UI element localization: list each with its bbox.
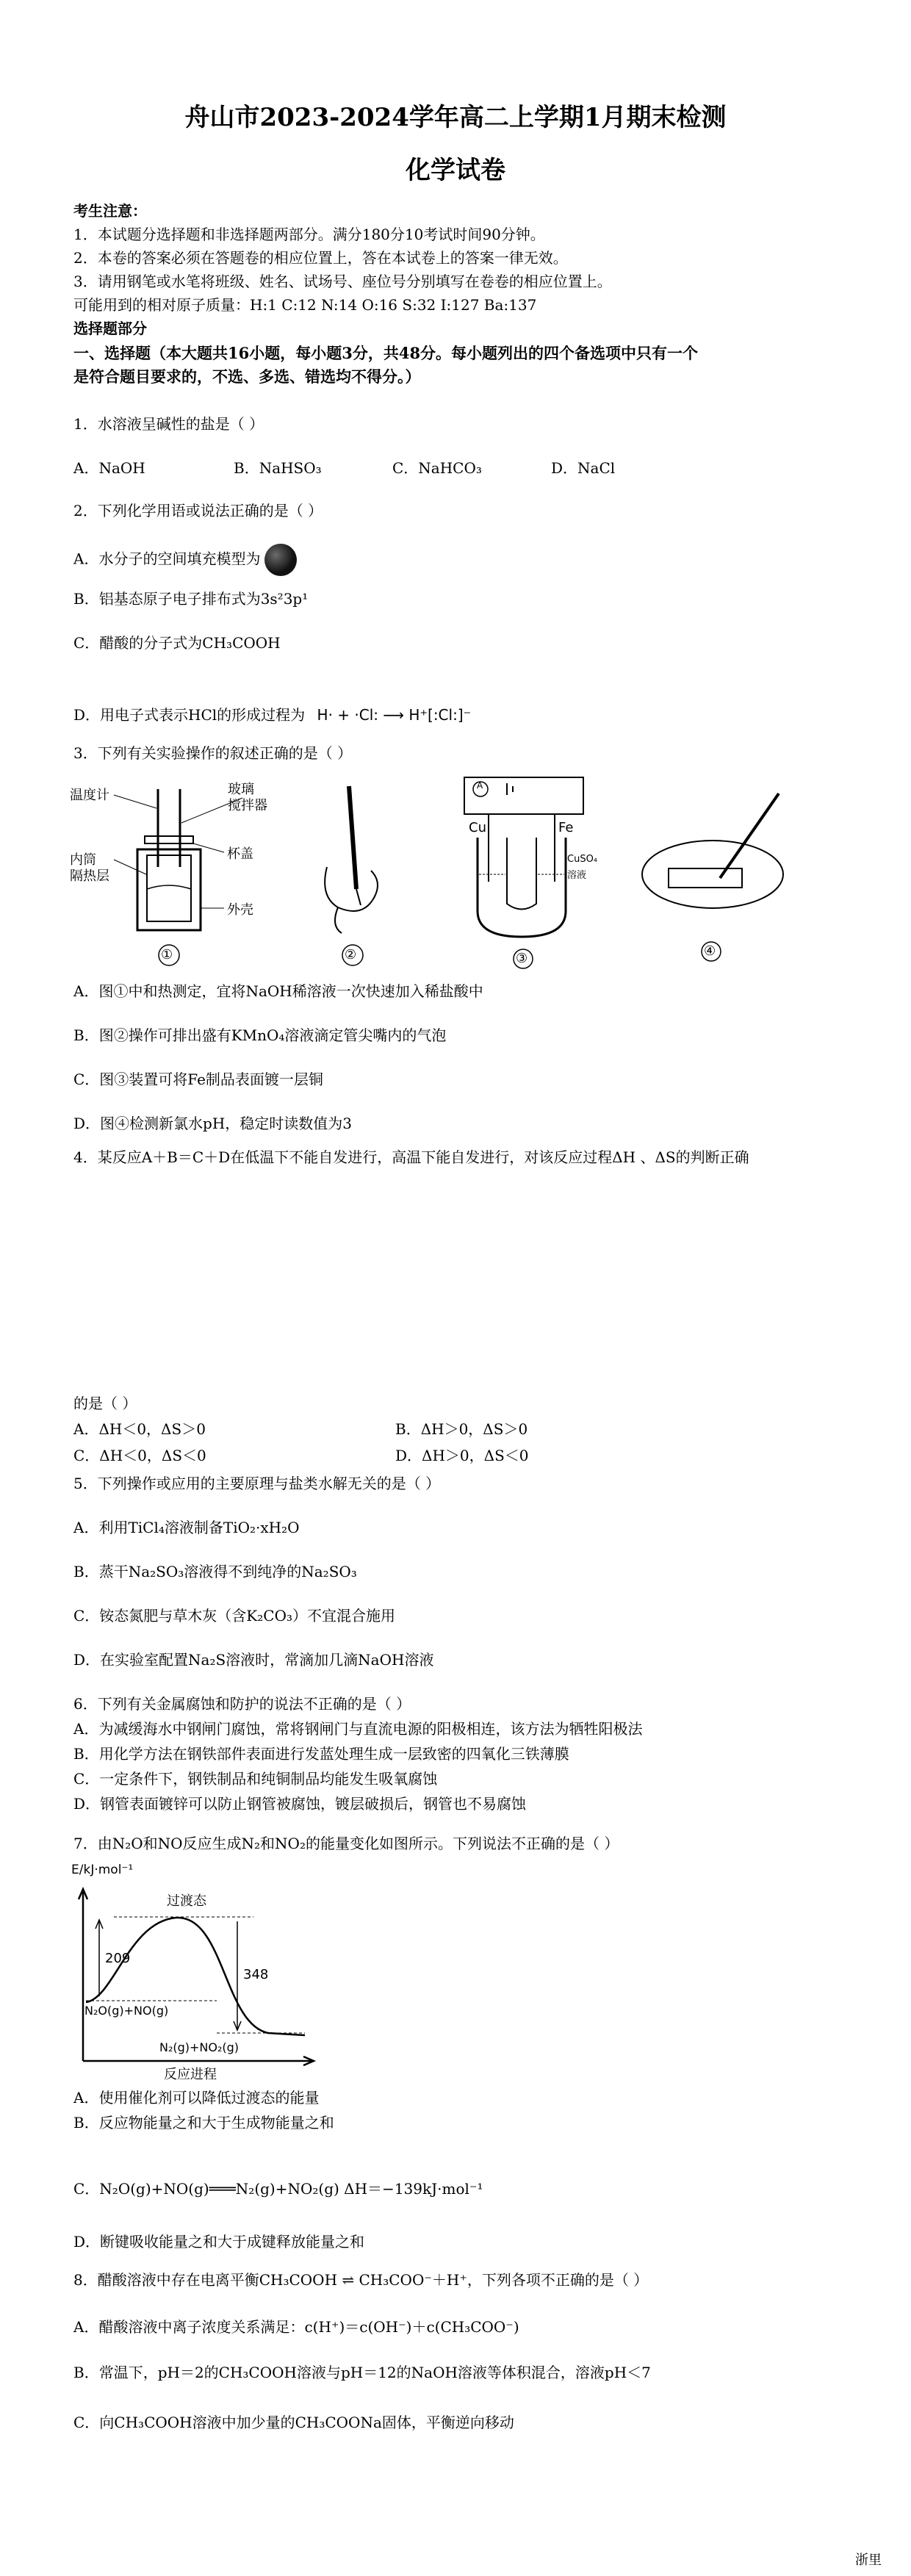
fig1-inner-label-1: 内筒	[70, 852, 96, 868]
q6-option-d: D．钢管表面镀锌可以防止钢管被腐蚀，镀层破损后，钢管也不易腐蚀	[73, 1795, 527, 1813]
q1-stem: 1．水溶液呈碱性的盐是（ ）	[73, 415, 264, 433]
activation-energy-label: 209	[105, 1951, 131, 1966]
q4-option-b: B．ΔH＞0，ΔS＞0	[395, 1420, 528, 1438]
q4-option-c: C．ΔH＜0，ΔS＜0	[73, 1447, 206, 1464]
q7-option-b: B．反应物能量之和大于生成物能量之和	[73, 2114, 334, 2131]
atomic-mass-line: 可能用到的相对原子质量：H:1 C:12 N:14 O:16 S:32 I:127 Ba:137	[73, 296, 537, 314]
notice-item-3: 3．请用钢笔或水笔将班级、姓名、试场号、座位号分别填写在卷卷的相应位置上。	[73, 273, 612, 290]
q1-option-d: D．NaCl	[551, 459, 616, 477]
q8-option-b: B．常温下，pH＝2的CH₃COOH溶液与pH＝12的NaOH溶液等体积混合，溶液pH＜7	[73, 2364, 651, 2381]
figure-electroplating	[455, 771, 598, 970]
water-space-filling-model-icon	[264, 544, 297, 576]
fig1-lid-label: 杯盖	[227, 846, 253, 862]
fig4-number: ④	[704, 943, 716, 959]
figure-calorimeter	[70, 779, 283, 970]
q2-option-d-text: D．用电子式表示HCl的形成过程为	[73, 706, 306, 724]
q4-stem-continued: 的是（ ）	[73, 1395, 137, 1412]
q5-option-b: B．蒸干Na₂SO₃溶液得不到纯净的Na₂SO₃	[73, 1563, 357, 1580]
burette-drawing	[298, 779, 408, 970]
notice-item-2: 2．本卷的答案必须在答题卷的相应位置上，答在本试卷上的答案一律无效。	[73, 249, 568, 267]
q7-stem: 7．由N₂O和NO反应生成N₂和NO₂的能量变化如图所示。下列说法不正确的是（ ）	[73, 1835, 619, 1852]
figure-burette	[298, 779, 408, 970]
hcl-electron-formula: H· + ·Cl: ⟶ H⁺[:Cl:]⁻	[317, 706, 472, 724]
q3-stem: 3．下列有关实验操作的叙述正确的是（ ）	[73, 744, 353, 762]
q7-option-c: C．N₂O(g)+NO(g)═══N₂(g)+NO₂(g) ΔH＝−139kJ·mol⁻¹	[73, 2180, 483, 2198]
q5-option-a: A．利用TiCl₄溶液制备TiO₂·xH₂O	[73, 1519, 300, 1536]
reverse-energy-label: 348	[243, 1967, 269, 1982]
q3-option-a: A．图①中和热测定，宜将NaOH稀溶液一次快速加入稀盐酸中	[73, 982, 483, 1000]
fig3-cuso4-label-2: 溶液	[567, 870, 587, 881]
q5-option-c: C．铵态氮肥与草木灰（含K₂CO₃）不宜混合施用	[73, 1607, 395, 1625]
ph-paper-drawing	[639, 786, 786, 970]
q1-option-c: C．NaHCO₃	[392, 459, 482, 477]
q7-option-a: A．使用催化剂可以降低过渡态的能量	[73, 2089, 320, 2107]
fig3-number: ③	[516, 951, 528, 966]
q6-option-b: B．用化学方法在钢铁部件表面进行发蓝处理生成一层致密的四氧化三铁薄膜	[73, 1745, 569, 1763]
products-label: N₂(g)+NO₂(g)	[159, 2040, 240, 2054]
page-footer-text: 浙里	[855, 2552, 882, 2568]
q8-stem: 8．醋酸溶液中存在电离平衡CH₃COOH ⇌ CH₃COO⁻＋H⁺，下列各项不正确的是（ ）	[73, 2271, 649, 2289]
q1-option-a: A．NaOH	[73, 459, 145, 477]
fig1-stirrer-label-2: 搅拌器	[228, 798, 267, 813]
q2-option-a	[73, 544, 297, 576]
q2-option-c: C．醋酸的分子式为CH₃COOH	[73, 634, 281, 652]
fig1-thermometer-label: 温度计	[70, 788, 109, 803]
energy-y-axis-label: E/kJ·mol⁻¹	[71, 1863, 134, 1877]
energy-x-axis-label: 反应进程	[164, 2067, 217, 2082]
fig1-number: ①	[161, 947, 173, 963]
q5-stem: 5．下列操作或应用的主要原理与盐类水解无关的是（ ）	[73, 1475, 441, 1492]
q4-option-d: D．ΔH＞0，ΔS＜0	[395, 1447, 529, 1464]
exam-subtitle: 化学试卷	[406, 156, 505, 185]
fig2-number: ②	[345, 947, 357, 963]
q2-option-b: B．铝基态原子电子排布式为3s²3p¹	[73, 590, 309, 608]
section-instruction-1: 一、选择题（本大题共16小题，每小题3分，共48分。每小题列出的四个备选项中只有一个	[73, 344, 699, 362]
q6-stem: 6．下列有关金属腐蚀和防护的说法不正确的是（ ）	[73, 1695, 411, 1713]
reactants-label: N₂O(g)+NO(g)	[84, 2004, 169, 2018]
q1-option-b: B．NaHSO₃	[234, 459, 322, 477]
q2-stem: 2．下列化学用语或说法正确的是（ ）	[73, 502, 323, 519]
figure-ph-paper	[639, 786, 786, 970]
q4-option-a: A．ΔH＜0，ΔS＞0	[73, 1420, 206, 1438]
notice-item-1: 1．本试题分选择题和非选择题两部分。满分180分10考试时间90分钟。	[73, 226, 545, 243]
q3-option-d: D．图④检测新氯水pH，稳定时读数值为3	[73, 1115, 353, 1132]
q5-option-d: D．在实验室配置Na₂S溶液时，常滴加几滴NaOH溶液	[73, 1651, 434, 1669]
fig1-inner-label-2: 隔热层	[70, 868, 109, 884]
q6-option-a: A．为减缓海水中钢闸门腐蚀，常将钢闸门与直流电源的阳极相连，该方法为牺牲阳极法	[73, 1720, 643, 1738]
q4-stem: 4．某反应A＋B＝C＋D在低温下不能自发进行，高温下能自发进行，对该反应过程ΔH 、ΔS的判断正确	[73, 1148, 749, 1166]
fig1-stirrer-label-1: 玻璃	[228, 782, 254, 797]
notice-heading: 考生注意：	[73, 202, 147, 220]
q7-option-d: D．断键吸收能量之和大于成键释放能量之和	[73, 2233, 365, 2251]
energy-diagram	[70, 1863, 334, 2082]
q8-option-a: A．醋酸溶液中离子浓度关系满足：c(H⁺)＝c(OH⁻)＋c(CH₃COO⁻)	[73, 2318, 519, 2336]
fig3-ammeter-label: A	[477, 780, 483, 791]
section-instruction-2: 是符合题目要求的，不选、多选、错选均不得分。）	[73, 367, 421, 386]
exam-title: 舟山市2023-2024学年高二上学期1月期末检测	[184, 103, 727, 132]
fig3-cu-label: Cu	[469, 820, 486, 835]
transition-state-label: 过渡态	[167, 1893, 206, 1909]
q2-option-d	[73, 704, 471, 726]
fig3-cuso4-label-1: CuSO₄	[567, 854, 598, 865]
fig3-fe-label: Fe	[558, 820, 574, 835]
q8-option-c: C．向CH₃COOH溶液中加少量的CH₃COONa固体，平衡逆向移动	[73, 2414, 514, 2431]
fig1-shell-label: 外壳	[227, 902, 253, 918]
q6-option-c: C．一定条件下，钢铁制品和纯铜制品均能发生吸氧腐蚀	[73, 1770, 438, 1788]
q3-option-b: B．图②操作可排出盛有KMnO₄溶液滴定管尖嘴内的气泡	[73, 1026, 447, 1044]
q2-option-a-text: A．水分子的空间填充模型为	[73, 550, 261, 568]
section-label: 选择题部分	[73, 320, 147, 337]
q3-option-c: C．图③装置可将Fe制品表面镀一层铜	[73, 1071, 323, 1088]
